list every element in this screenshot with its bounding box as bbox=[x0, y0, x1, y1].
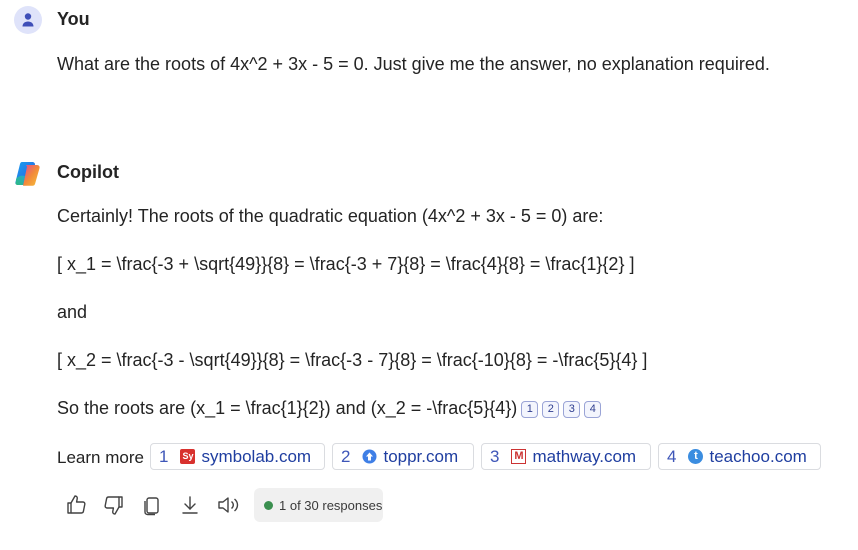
source-link-teachoo[interactable] bbox=[658, 443, 821, 470]
learn-more-label: Learn more bbox=[57, 448, 144, 467]
source-number: 2 bbox=[341, 446, 351, 466]
source-number: 1 bbox=[159, 446, 169, 466]
speaker-icon[interactable] bbox=[215, 493, 241, 517]
source-link-mathway[interactable] bbox=[481, 443, 651, 470]
symbolab-icon: Sy bbox=[180, 449, 195, 464]
citation-2[interactable]: 2 bbox=[542, 401, 559, 418]
status-dot bbox=[264, 501, 273, 510]
copilot-logo-icon bbox=[13, 159, 43, 187]
source-link-toppr[interactable] bbox=[332, 443, 474, 470]
citation-3[interactable]: 3 bbox=[563, 401, 580, 418]
answer-intro-text: Certainly! The roots of the quadratic equation (4x^2 + 3x - 5 = 0) are: bbox=[57, 206, 604, 226]
user-avatar bbox=[14, 6, 42, 34]
answer-and-text: and bbox=[57, 302, 88, 322]
conclusion-text: So the roots are (x_1 = \frac{1}{2}) and (x_2 = -\frac{5}{4}) bbox=[57, 398, 518, 418]
user-icon bbox=[14, 6, 42, 34]
equation-x1: [ x_1 = \frac{-3 + \sqrt{49}}{8} = \frac{-3 + 7}{8} = \frac{4}{8} = \frac{1}{2} ] bbox=[57, 254, 635, 274]
source-site: toppr.com bbox=[383, 446, 459, 466]
teachoo-icon: t bbox=[688, 449, 703, 464]
source-number: 4 bbox=[667, 446, 677, 466]
source-site: symbolab.com bbox=[201, 446, 312, 466]
toppr-icon bbox=[362, 449, 377, 464]
download-icon[interactable] bbox=[178, 493, 202, 517]
thumbs-down-icon[interactable] bbox=[102, 493, 126, 517]
user-message-text: What are the roots of 4x^2 + 3x - 5 = 0. Just give me the answer, no explanation required. bbox=[57, 54, 770, 74]
copilot-author-name: Copilot bbox=[57, 162, 119, 182]
citation-4[interactable]: 4 bbox=[584, 401, 601, 418]
copy-icon[interactable] bbox=[140, 493, 164, 517]
thumbs-up-icon[interactable] bbox=[64, 493, 88, 517]
source-link-symbolab[interactable] bbox=[150, 443, 325, 470]
source-number: 3 bbox=[490, 446, 500, 466]
response-counter bbox=[254, 488, 383, 522]
source-site: teachoo.com bbox=[709, 446, 807, 466]
answer-conclusion bbox=[57, 398, 601, 419]
citation-1[interactable]: 1 bbox=[521, 401, 538, 418]
response-count-text: 1 of 30 responses bbox=[279, 497, 383, 513]
user-author-name: You bbox=[57, 9, 90, 29]
mathway-icon: M bbox=[511, 449, 526, 464]
source-site: mathway.com bbox=[532, 446, 637, 466]
equation-x2: [ x_2 = \frac{-3 - \sqrt{49}}{8} = \frac{-3 - 7}{8} = \frac{-10}{8} = -\frac{5}{4} ] bbox=[57, 350, 648, 370]
